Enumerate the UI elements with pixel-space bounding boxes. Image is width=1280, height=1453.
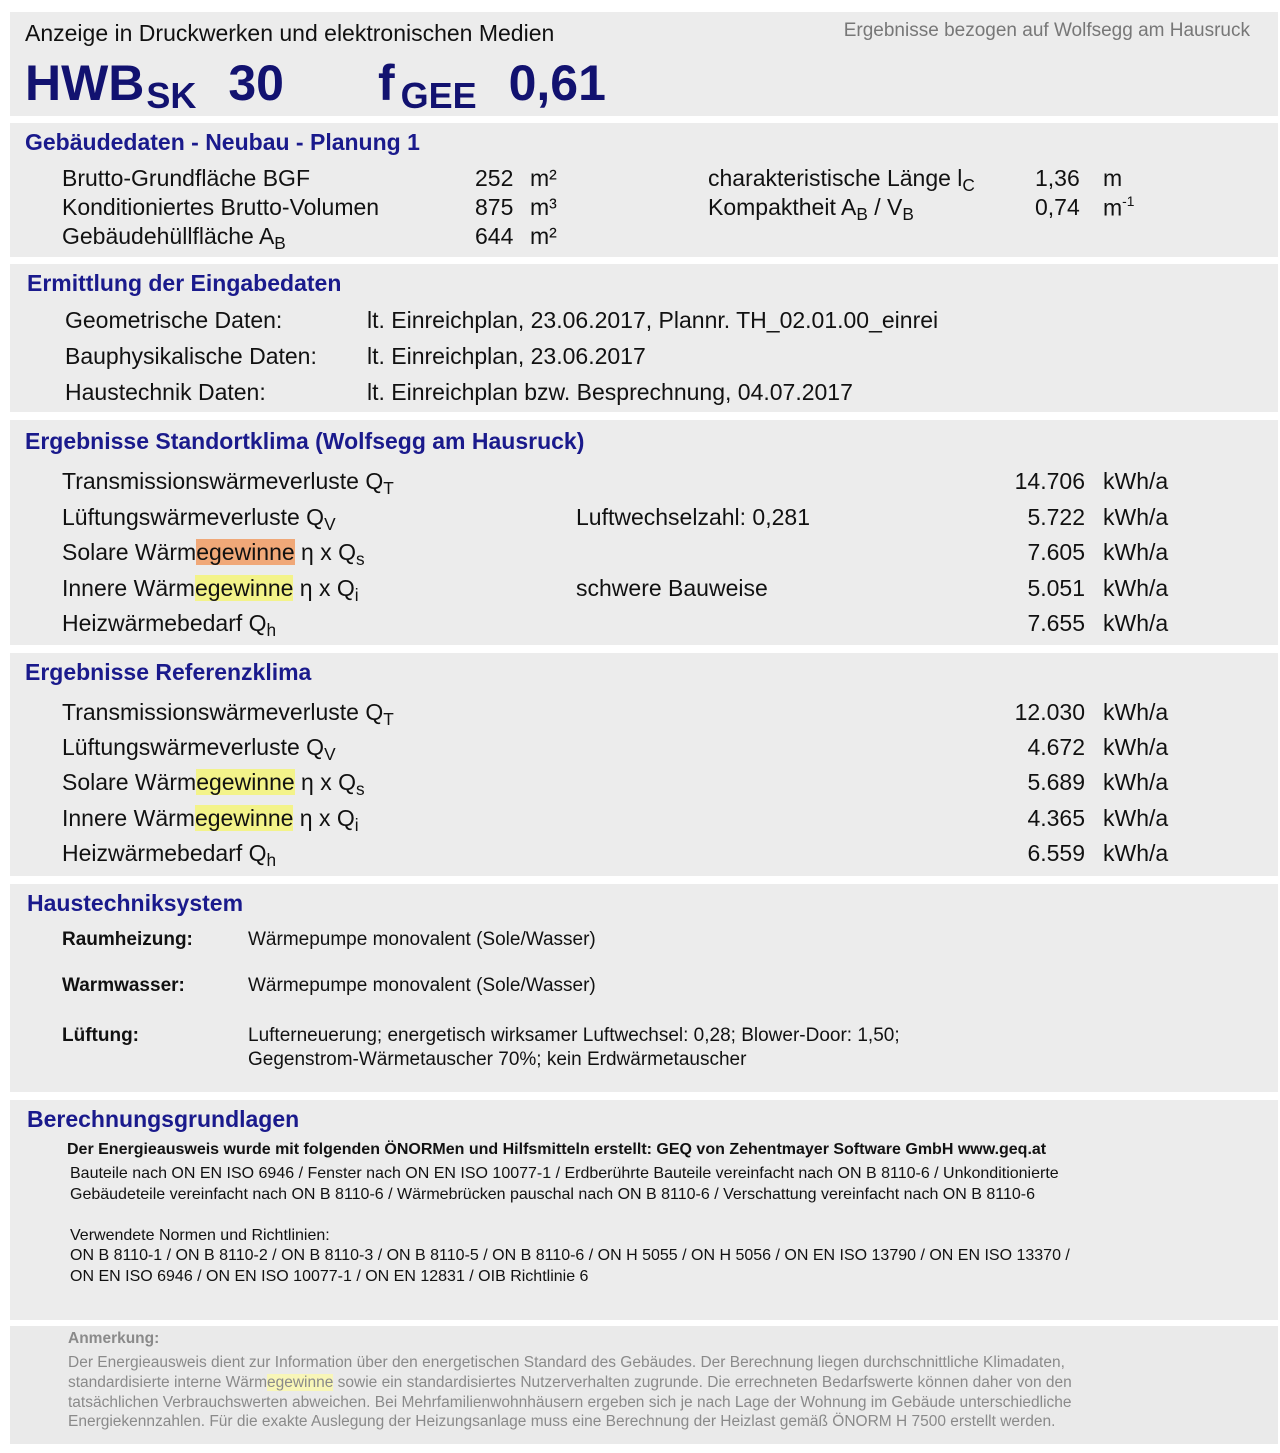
hwb-value: 30	[228, 55, 284, 111]
standort-heizwaerme-unit: kWh/a	[1103, 610, 1169, 636]
berechnung-line1: Bauteile nach ON EN ISO 6946 / Fenster nach ON EN ISO 10077-1 / Erdberührte Bauteile vereinfacht nach ON B 8110-6 / Unkonditionierte	[70, 1165, 1059, 1182]
bgf-unit: m²	[530, 165, 557, 191]
standort-transmission-unit: kWh/a	[1103, 468, 1169, 494]
fgee-sub: GEE	[400, 75, 477, 116]
haustechnik-daten-label: Haustechnik Daten:	[65, 379, 266, 405]
section-title-berechnung: Berechnungsgrundlagen	[27, 1106, 300, 1132]
huellflaeche-label: Gebäudehüllfläche $A_B$	[62, 223, 286, 254]
kompaktheit-value: 0,74	[1035, 194, 1080, 220]
standort-solar-value: 7.605	[1027, 539, 1085, 565]
warmwasser-value: Wärmepumpe monovalent (Sole/Wasser)	[248, 975, 596, 996]
bauweise-note: schwere Bauweise	[576, 575, 768, 601]
bauphysik-value: lt. Einreichplan, 23.06.2017	[367, 343, 646, 369]
search-highlight: egewinne	[194, 575, 294, 601]
search-highlight: egewinne	[196, 769, 295, 795]
char-laenge-label: charakteristische Länge $l_C$	[708, 165, 975, 196]
header-title: Anzeige in Druckwerken und elektronischen Medien	[25, 20, 555, 46]
geometrie-label: Geometrische Daten:	[65, 307, 283, 333]
section-title-eingabe: Ermittlung der Eingabedaten	[27, 270, 342, 296]
normen-line2: ON EN ISO 6946 / ON EN ISO 10077-1 / ON EN 12831 / OIB Richtlinie 6	[70, 1268, 589, 1285]
referenz-solar-value: 5.689	[1027, 769, 1085, 795]
lueftung-value-line2: Gegenstrom-Wärmetauscher 70%; kein Erdwärmetauscher	[248, 1049, 747, 1070]
berechnung-panel	[10, 1100, 1278, 1320]
hwb-sub: SK	[146, 75, 197, 116]
fgee-value: 0,61	[508, 55, 606, 111]
raumheizung-label: Raumheizung:	[62, 929, 193, 950]
eingabe-panel	[10, 264, 1278, 412]
search-highlight: egewinne	[267, 1374, 334, 1391]
raumheizung-value: Wärmepumpe monovalent (Sole/Wasser)	[248, 929, 596, 950]
fgee-label: f	[378, 55, 395, 111]
anmerkung-panel	[10, 1326, 1278, 1444]
char-laenge-value: 1,36	[1035, 165, 1080, 191]
volume-label: Konditioniertes Brutto-Volumen	[62, 194, 380, 220]
bauphysik-label: Bauphysikalische Daten:	[65, 343, 317, 369]
standort-lueftung-label: Lüftungswärmeverluste $Q_V$	[62, 504, 336, 535]
referenz-transmission-value: 12.030	[1014, 699, 1085, 725]
referenz-heizwaerme-unit: kWh/a	[1103, 840, 1169, 866]
anmerkung-line2: standardisierte interne Wärmegewinne sowie ein standardisiertes Nutzerverhalten zugrunde. Die errechneten Bedarfswerte können daher von den	[68, 1374, 1072, 1391]
standort-innere-unit: kWh/a	[1103, 575, 1169, 601]
section-title-standort: Ergebnisse Standortklima (Wolfsegg am Hausruck)	[25, 428, 585, 454]
referenz-transmission-unit: kWh/a	[1103, 699, 1169, 725]
haustechnik-daten-value: lt. Einreichplan bzw. Besprechnung, 04.07.2017	[367, 379, 853, 405]
gebaeude-panel	[10, 123, 1278, 257]
standort-heizwaerme-label: Heizwärmebedarf $Q_h$	[62, 610, 277, 641]
normen-line1: ON B 8110-1 / ON B 8110-2 / ON B 8110-3 / ON B 8110-5 / ON B 8110-6 / ON H 5055 / ON H 5056 / ON EN ISO 13790 / ON EN ISO 13370 /	[70, 1247, 1070, 1264]
anmerkung-line1: Der Energieausweis dient zur Information über den energetischen Standard des Gebäudes. Der Berechnung liegen durchschnittliche Klimadaten,	[68, 1354, 1065, 1371]
kompaktheit-label: Kompaktheit $A_B / V_B$	[708, 194, 914, 225]
standort-lueftung-value: 5.722	[1027, 504, 1085, 530]
referenz-innere-unit: kWh/a	[1103, 805, 1169, 831]
normen-label: Verwendete Normen und Richtlinien:	[70, 1227, 330, 1244]
geometrie-value: lt. Einreichplan, 23.06.2017, Plannr. TH_02.01.00_einrei	[367, 307, 939, 333]
standort-innere-value: 5.051	[1027, 575, 1085, 601]
search-highlight-active: egewinne	[196, 539, 295, 565]
volume-value: 875	[475, 194, 514, 220]
volume-unit: m³	[530, 194, 557, 220]
standort-panel	[10, 420, 1278, 645]
section-title-gebaeude: Gebäudedaten - Neubau - Planung 1	[25, 129, 420, 155]
anmerkung-title: Anmerkung:	[68, 1330, 160, 1347]
search-highlight: egewinne	[194, 805, 294, 831]
berechnung-intro: Der Energieausweis wurde mit folgenden ÖNORMen und Hilfsmitteln erstellt: GEQ von Zehentmayer Software GmbH www.geq.at	[67, 1141, 1047, 1158]
hwb-label: HWB	[25, 55, 145, 111]
lueftung-label: Lüftung:	[62, 1025, 140, 1046]
referenz-lueftung-label: Lüftungswärmeverluste $Q_V$	[62, 734, 336, 765]
anmerkung-line3: tatsächlichen Verbrauchswerten abweichen. Bei Mehrfamilienwohnhäusern ergeben sich je nach Lage der Wohnung im Gebäude unterschiedliche	[68, 1394, 1072, 1411]
referenz-lueftung-unit: kWh/a	[1103, 734, 1169, 760]
bgf-label: Brutto-Grundfläche BGF	[62, 165, 310, 191]
referenz-innere-label: Innere Wärmegewinne η x $Q_i$	[62, 805, 359, 836]
header-panel	[10, 12, 1278, 116]
standort-solar-label: Solare Wärmegewinne η x $Q_s$	[62, 539, 365, 570]
section-title-referenz: Ergebnisse Referenzklima	[25, 659, 312, 685]
standort-solar-unit: kWh/a	[1103, 539, 1169, 565]
referenz-heizwaerme-label: Heizwärmebedarf $Q_h$	[62, 840, 277, 871]
location-note: Ergebnisse bezogen auf Wolfsegg am Hausruck	[843, 20, 1250, 41]
anmerkung-line4: Energiekennzahlen. Für die exakte Auslegung der Heizungsanlage muss eine Berechnung der Heizlast gemäß ÖNORM H 7500 erstellt werden.	[68, 1413, 1056, 1430]
referenz-innere-value: 4.365	[1027, 805, 1085, 831]
referenz-panel	[10, 653, 1278, 876]
berechnung-line2: Gebäudeteile vereinfacht nach ON B 8110-6 / Wärmebrücken pauschal nach ON B 8110-6 / Verschattung vereinfacht nach ON B 8110-6	[70, 1186, 1035, 1203]
haustechnik-panel	[10, 884, 1278, 1092]
hwb-indicator	[25, 54, 284, 117]
lueftung-value: Lufterneuerung; energetisch wirksamer Luftwechsel: 0,28; Blower-Door: 1,50;	[248, 1025, 900, 1046]
warmwasser-label: Warmwasser:	[62, 975, 185, 996]
huellflaeche-value: 644	[475, 223, 514, 249]
standort-transmission-value: 14.706	[1014, 468, 1085, 494]
huellflaeche-unit: m²	[530, 223, 557, 249]
bgf-value: 252	[475, 165, 514, 191]
char-laenge-unit: m	[1103, 165, 1123, 191]
fgee-indicator	[378, 54, 606, 117]
referenz-transmission-label: Transmissionswärmeverluste $Q_T$	[62, 699, 394, 730]
kompaktheit-unit: $m^{-1}$	[1103, 194, 1135, 221]
standort-transmission-label: Transmissionswärmeverluste $Q_T$	[62, 468, 394, 499]
referenz-heizwaerme-value: 6.559	[1027, 840, 1085, 866]
standort-lueftung-unit: kWh/a	[1103, 504, 1169, 530]
referenz-solar-unit: kWh/a	[1103, 769, 1169, 795]
referenz-lueftung-value: 4.672	[1027, 734, 1085, 760]
standort-heizwaerme-value: 7.655	[1027, 610, 1085, 636]
referenz-solar-label: Solare Wärmegewinne η x $Q_s$	[62, 769, 365, 800]
luftwechselzahl-note: Luftwechselzahl: 0,281	[576, 504, 810, 530]
section-title-haustechnik: Haustechniksystem	[27, 890, 244, 916]
standort-innere-label: Innere Wärmegewinne η x $Q_i$	[62, 575, 359, 606]
